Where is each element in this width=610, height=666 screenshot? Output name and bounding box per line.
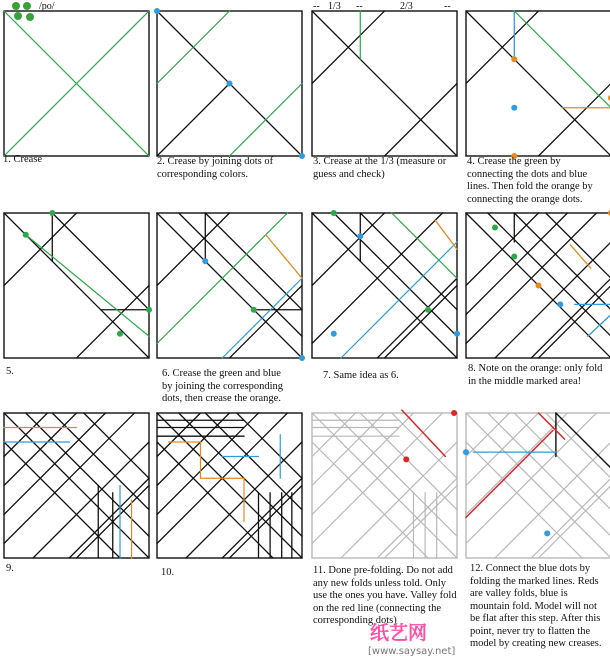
p7-blue-dot-1 xyxy=(357,233,363,239)
step-caption-11: 11. Done pre-folding. Do not add any new folds unless told. Only use the ones you have. Valley fold on the red line (connecting the corresponding dots) xyxy=(313,565,457,626)
p10-down-2 xyxy=(237,413,302,478)
p9-down-2 xyxy=(84,413,149,478)
p12-blue-dot-2 xyxy=(544,530,550,536)
marker-two-third: 2/3 xyxy=(400,1,413,12)
p6-green-dot xyxy=(251,307,257,313)
watermark-url: [www.saysay.net] xyxy=(368,646,456,657)
marker-one-third: 1/3 xyxy=(328,1,341,12)
p4-blue-dot xyxy=(511,105,517,111)
step-caption-7: 7. Same idea as 6. xyxy=(323,370,399,381)
p4-diagonal xyxy=(466,11,610,156)
step-caption-8: 8. Note on the orange: only fold in the middle marked area! xyxy=(468,363,603,387)
clover-leaf-4 xyxy=(26,13,34,21)
marker-dash-right: -- xyxy=(444,1,451,12)
p1-green-half-2 xyxy=(77,11,150,84)
p5-green-dot-3 xyxy=(146,307,152,313)
marker-left: -- xyxy=(313,1,320,12)
p5-crease-3 xyxy=(52,213,149,310)
p8-down-0 xyxy=(514,213,610,310)
p2-blue-dot-2 xyxy=(227,81,233,87)
p7-green-dot-1 xyxy=(331,210,337,216)
site-tag: /po/ xyxy=(39,1,55,12)
p2-blue-dot-1 xyxy=(154,8,160,14)
p7-blue-dot-2 xyxy=(331,331,337,337)
p11-down-2 xyxy=(392,413,457,478)
p8-blue-dot xyxy=(557,301,563,307)
p6-blue-dot-1 xyxy=(202,258,208,264)
p11-red-dot-1 xyxy=(451,410,457,416)
clover-leaf-2 xyxy=(23,2,31,10)
p5-green-dot-2 xyxy=(49,210,55,216)
step-caption-6: 6. Crease the green and blue by joining the corresponding dots, then crease the orange. xyxy=(162,368,284,404)
p5-green-dot-1 xyxy=(23,232,29,238)
step-caption-10: 10. xyxy=(161,567,175,578)
step-caption-1: 1. Crease xyxy=(3,154,43,165)
p3-diagonal xyxy=(312,11,457,156)
p4-orange-dot-1 xyxy=(511,56,517,62)
p1-green-half xyxy=(4,84,77,157)
p8-green-dot-1 xyxy=(492,225,498,231)
p10-down-3 xyxy=(157,442,273,558)
p7-orange xyxy=(435,220,457,249)
p5-green-line xyxy=(26,235,149,337)
p8-green-dot-2 xyxy=(511,254,517,260)
step-caption-2: 2. Crease by joining dots of corresponding colors. xyxy=(157,156,274,180)
p7-green-dot-2 xyxy=(425,307,431,313)
p7-down-0 xyxy=(360,213,457,310)
step-caption-5: 5. xyxy=(6,366,14,377)
p6-down-1 xyxy=(179,213,302,336)
clover-leaf-3 xyxy=(14,12,22,20)
p6-diagonal xyxy=(157,213,302,358)
watermark-brand: 纸艺网 xyxy=(370,622,428,644)
p9-down-3 xyxy=(4,442,120,558)
step-caption-4: 4. Crease the green by connecting the dots and blue lines. Then fold the orange by connecting the orange dots. xyxy=(467,156,593,205)
p8-blue-d xyxy=(588,315,610,337)
p6-orange xyxy=(266,235,302,279)
marker-dash-mid: -- xyxy=(356,1,363,12)
p6-blue-dot-2 xyxy=(299,355,305,361)
p2-crease xyxy=(157,84,230,157)
p7-down-1 xyxy=(334,213,457,336)
p12-flap xyxy=(556,413,610,468)
p5-green-dot-4 xyxy=(117,331,123,337)
p12-down-0 xyxy=(514,413,610,510)
p8-down-2 xyxy=(546,213,610,278)
p11-red-dot-2 xyxy=(403,456,409,462)
p7-green xyxy=(392,213,457,278)
p11-down-3 xyxy=(312,442,428,558)
step-caption-12: 12. Connect the blue dots by folding the marked lines. Reds are valley folds, blue is mountain fold. Model will not be flat after this step. After this point, never try to flatten the model by creating new creases. xyxy=(470,563,602,649)
p7-blue-dot-3 xyxy=(454,331,460,337)
step-caption-3: 3. Crease at the 1/3 (measure or guess and check) xyxy=(313,156,447,180)
clover-leaf-1 xyxy=(12,2,20,10)
p4-green-line xyxy=(514,11,610,108)
step-caption-9: 9. xyxy=(6,563,14,574)
p8-orange-dot xyxy=(536,283,542,289)
p12-blue-dot-1 xyxy=(463,449,469,455)
